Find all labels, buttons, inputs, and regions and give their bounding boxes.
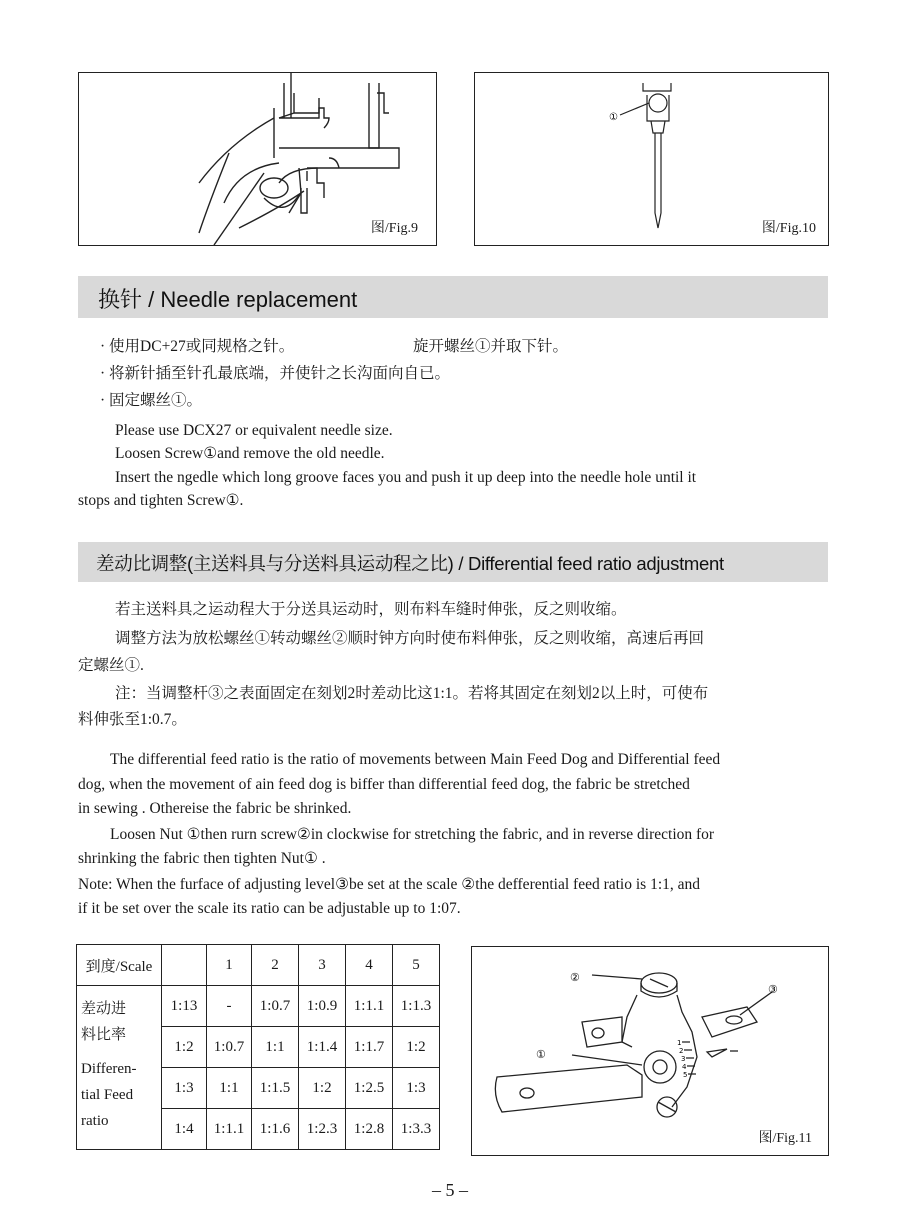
nut-marker-1: ① [536,1048,546,1061]
figure-10 [474,72,829,246]
table-cell: 1:2 [299,1068,346,1109]
scale-tick-4: 4 [682,1063,687,1071]
cn-para-1: 若主送料具之运动程大于分送具运动时，则布料车缝时伸张，反之则收缩。 [115,601,627,618]
row-label-cn-1: 差动进 [81,1001,127,1017]
en-para-4: Loosen Nut ①then rurn screw②in clockwise for stretching the fabric, and in reverse direction for [110,826,715,843]
section-header-needle-replacement [78,276,828,318]
en-para-3: in sewing . Othereise the fabric be shrinked. [78,800,352,817]
table-cell: 1:0.9 [299,986,346,1027]
table-header-cell [162,945,207,986]
screw-marker-1: ① [609,112,618,123]
table-cell: 1:2.8 [346,1109,393,1150]
table-cell: 1:3.3 [393,1109,440,1150]
table-cell: 1:13 [162,986,207,1027]
scale-tick-5: 5 [683,1071,688,1079]
table-cell: 1:1.5 [252,1068,299,1109]
en-line-4: stops and tighten Screw①. [78,492,244,509]
table-cell: 1:1 [252,1027,299,1068]
cn-line-1b: 旋开螺丝①并取下针。 [413,338,569,355]
table-header-cell: 2 [252,945,299,986]
cn-para-2: 调整方法为放松螺丝①转动螺丝②顺时钟方向时使布料伸张，反之则收缩，高速后再回 [115,630,705,647]
table-cell: 1:1.1 [207,1109,252,1150]
cn-note-1: 注：当调整杆③之表面固定在刻划2时差动比这1:1。若将其固定在刻划2以上时，可使布 [115,685,709,702]
row-label-en-2: tial Feed [81,1087,134,1103]
cn-line-2: · 将新针插至针孔最底端，并使针之长沟面向自已。 [100,365,451,382]
section-title: 差动比调整(主送料具与分送料具运动程之比) / Differential feed ratio adjustment [96,553,724,574]
table-cell: 1:2 [393,1027,440,1068]
table-header-cell: 3 [299,945,346,986]
row-label-en-3: ratio [81,1113,109,1129]
en-para-6: Note: When the furface of adjusting level③be set at the scale ②the defferential feed ratio is 1:1, and [78,876,701,893]
table-cell: 1:2.5 [346,1068,393,1109]
figure-9-caption: 图/Fig.9 [370,221,418,236]
section-header-differential-feed [78,542,828,582]
table-cell: 1:1.4 [299,1027,346,1068]
row-label [77,986,162,1150]
row-label-cn-2: 料比率 [81,1027,127,1043]
lever-marker-3: ③ [768,983,778,996]
table-cell: 1:0.7 [252,986,299,1027]
table-cell: 1:3 [393,1068,440,1109]
differential-adjuster-illustration [472,947,828,1155]
section-title: 换针 / Needle replacement [98,287,358,312]
table-cell: - [207,986,252,1027]
screw-marker-2: ② [570,971,580,984]
feed-ratio-table [76,944,440,1150]
en-para-7: if it be set over the scale its ratio can be adjustable up to 1:07. [78,900,461,917]
table-cell: 1:4 [162,1109,207,1150]
en-line-3: Insert the ngedle which long groove faces you and push it up deep into the needle hole until it [115,469,697,486]
table-cell: 1:1.6 [252,1109,299,1150]
en-line-1: Please use DCX27 or equivalent needle size. [115,422,393,439]
table-cell: 1:1.7 [346,1027,393,1068]
table-header-cell: 4 [346,945,393,986]
cn-note-2: 料伸张至1:0.7。 [78,711,187,728]
table-cell: 1:1 [207,1068,252,1109]
table-cell: 1:1.3 [393,986,440,1027]
cn-line-3: · 固定螺丝①。 [100,392,203,409]
cn-line-1: · 使用DC+27或同规格之针。 [100,338,295,355]
cn-para-2b: 定螺丝①. [78,657,144,674]
table-header-cell: 1 [207,945,252,986]
scale-tick-3: 3 [681,1055,686,1063]
table-cell: 1:3 [162,1068,207,1109]
en-line-2: Loosen Screw①and remove the old needle. [115,445,385,462]
figure-11 [471,946,829,1156]
en-para-5: shrinking the fabric then tighten Nut① . [78,850,326,867]
table-cell: 1:2.3 [299,1109,346,1150]
en-para-1: The differential feed ratio is the ratio of movements between Main Feed Dog and Differential feed [110,751,721,768]
table-cell: 1:1.1 [346,986,393,1027]
scale-tick-1: 1 [677,1039,682,1047]
row-label-en-1: Differen- [81,1061,137,1077]
en-para-2: dog, when the movement of ain feed dog is biffer than differential feed dog, the fabric be stretched [78,776,690,793]
scale-tick-2: 2 [679,1047,684,1055]
table-header-row [77,945,440,986]
page-number: – 5 – [432,1180,468,1200]
table-row [77,986,440,1027]
table-header-cell: 5 [393,945,440,986]
figure-11-caption: 图/Fig.11 [758,1131,812,1146]
scale-header: 到度/Scale [77,945,162,986]
figure-9 [78,72,437,246]
table-cell: 1:2 [162,1027,207,1068]
figure-10-caption: 图/Fig.10 [761,221,816,236]
table-cell: 1:0.7 [207,1027,252,1068]
